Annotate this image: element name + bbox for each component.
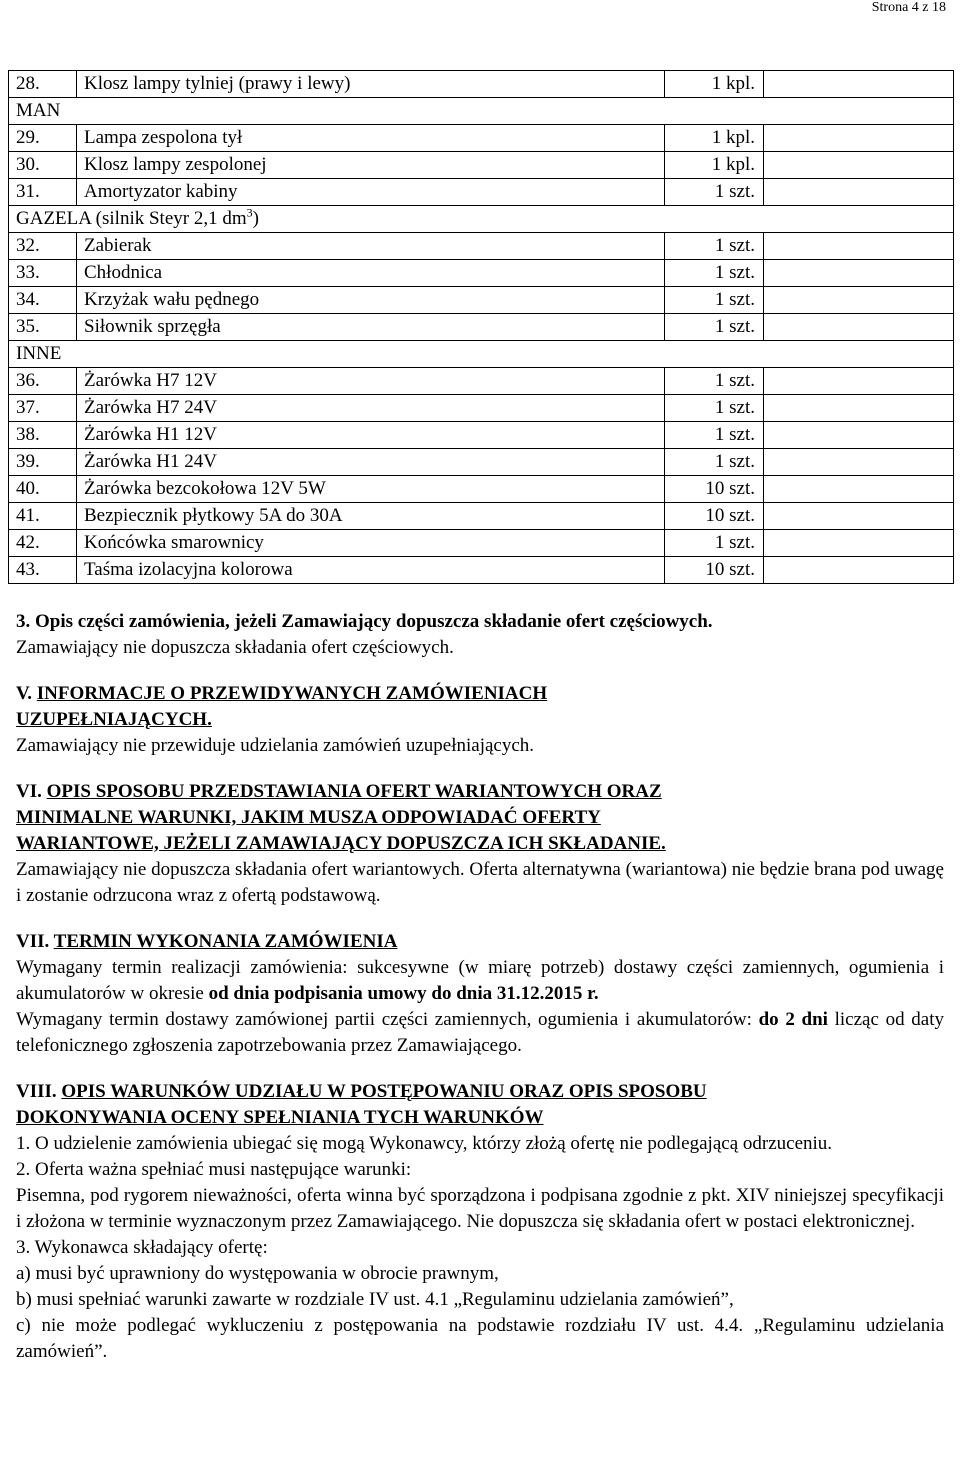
empty-cell (764, 287, 954, 314)
item-number: 29. (9, 125, 77, 152)
table-group-row (9, 341, 954, 368)
section-viii-point-3: 3. Wykonawca składający ofertę: (16, 1237, 268, 1258)
section-viii-offer-form: Pisemna, pod rygorem nieważności, oferta winna być sporządzona i podpisana zgodnie z pkt. XIV niniejszej specyfikacji i złożona w terminie wyznaczonym przez Zamawiającego. Nie dopuszcza się składania ofert w postaci elektronicznej. (16, 1185, 944, 1232)
section-vi-title-line1: OPIS SPOSOBU PRZEDSTAWIANIA OFERT WARIANTOWYCH ORAZ (46, 781, 662, 802)
item-name: Żarówka H1 12V (77, 422, 665, 449)
item-name: Klosz lampy tylniej (prawy i lewy) (77, 71, 665, 98)
item-number: 41. (9, 503, 77, 530)
section-vi-title (16, 779, 944, 805)
item-number: 36. (9, 368, 77, 395)
item-name: Amortyzator kabiny (77, 179, 665, 206)
table-row (9, 530, 954, 557)
item-quantity: 1 szt. (665, 314, 764, 341)
empty-cell (764, 71, 954, 98)
table-row (9, 233, 954, 260)
section-vii-paragraph-2: Wymagany termin dostawy zamówionej partii części zamiennych, ogumienia i akumulatorów: do 2 dni licząc od daty telefonicznego zgłoszenia zapotrzebowania przez Zamawiającego. (16, 1009, 944, 1056)
table-row (9, 179, 954, 206)
item-name: Żarówka H7 24V (77, 395, 665, 422)
empty-cell (764, 179, 954, 206)
table-row (9, 152, 954, 179)
section-viii-title-line2: DOKONYWANIA OCENY SPEŁNIANIA TYCH WARUNKÓW (16, 1107, 544, 1128)
group-label: INNE (9, 341, 954, 368)
table-row (9, 125, 954, 152)
table-row (9, 449, 954, 476)
table-row (9, 287, 954, 314)
item-quantity: 10 szt. (665, 503, 764, 530)
table-row (9, 314, 954, 341)
item-number: 38. (9, 422, 77, 449)
item-number: 37. (9, 395, 77, 422)
section-vii-number: VII. (16, 931, 54, 952)
section-v-text: Zamawiający nie przewiduje udzielania zamówień uzupełniających. (16, 735, 535, 756)
item-number: 28. (9, 71, 77, 98)
section-vi-title-line3: WARIANTOWE, JEŻELI ZAMAWIAJĄCY DOPUSZCZA ICH SKŁADANIE. (16, 833, 666, 854)
item-quantity: 1 szt. (665, 233, 764, 260)
delivery-deadline: do 2 dni (758, 1009, 828, 1030)
item-name: Zabierak (77, 233, 665, 260)
section-vi-title-line2: MINIMALNE WARUNKI, JAKIM MUSZA ODPOWIADAĆ OFERTY (16, 807, 601, 828)
table-row (9, 368, 954, 395)
item-quantity: 1 kpl. (665, 125, 764, 152)
table-row (9, 260, 954, 287)
empty-cell (764, 530, 954, 557)
item-number: 33. (9, 260, 77, 287)
section-viii-title (16, 1079, 944, 1105)
item-quantity: 1 szt. (665, 260, 764, 287)
item-name: Siłownik sprzęgła (77, 314, 665, 341)
section-v-title-line2: UZUPEŁNIAJĄCYCH. (16, 709, 212, 730)
table-row (9, 71, 954, 98)
group-label: GAZELA (silnik Steyr 2,1 $dm^3$) (9, 206, 954, 233)
empty-cell (764, 395, 954, 422)
table-group-row (9, 98, 954, 125)
item-name: Żarówka H7 12V (77, 368, 665, 395)
section-viii-title-line1: OPIS WARUNKÓW UDZIAŁU W POSTĘPOWANIU ORAZ OPIS SPOSOBU (61, 1081, 707, 1102)
empty-cell (764, 557, 954, 584)
empty-cell (764, 152, 954, 179)
item-number: 34. (9, 287, 77, 314)
empty-cell (764, 233, 954, 260)
item-name: Żarówka H1 24V (77, 449, 665, 476)
item-name: Chłodnica (77, 260, 665, 287)
section-vi-number: VI. (16, 781, 47, 802)
document-body (16, 609, 944, 1365)
table-row (9, 395, 954, 422)
section-v-number: V. (16, 683, 37, 704)
item-number: 42. (9, 530, 77, 557)
table-row (9, 557, 954, 584)
section-vii-paragraph-1: Wymagany termin realizacji zamówienia: sukcesywne (w miarę potrzeb) dostawy części zamiennych, ogumienia i akumulatorów w okresie od dnia podpisania umowy do dnia 31.12.2015 r. (16, 957, 944, 1004)
item-number: 43. (9, 557, 77, 584)
group-label: MAN (9, 98, 954, 125)
empty-cell (764, 314, 954, 341)
empty-cell (764, 503, 954, 530)
requirement-b: b) musi spełniać warunki zawarte w rozdziale IV ust. 4.1 „Regulaminu udzielania zamówień”, (16, 1289, 734, 1310)
item-quantity: 1 szt. (665, 368, 764, 395)
empty-cell (764, 449, 954, 476)
section-viii-number: VIII. (16, 1081, 62, 1102)
section-vi-text: Zamawiający nie dopuszcza składania ofert wariantowych. Oferta alternatywna (wariantowa) nie będzie brana pod uwagę i zostanie odrzucona wraz z ofertą podstawową. (16, 859, 944, 906)
empty-cell (764, 125, 954, 152)
item-number: 30. (9, 152, 77, 179)
parts-table-body (9, 71, 954, 584)
section-v-title-line1: INFORMACJE O PRZEWIDYWANYCH ZAMÓWIENIACH (36, 683, 548, 704)
item-quantity: 1 kpl. (665, 152, 764, 179)
section-3-title: 3. Opis części zamówienia, jeżeli Zamawiający dopuszcza składanie ofert częściowych. (16, 611, 713, 632)
item-quantity: 10 szt. (665, 476, 764, 503)
item-number: 39. (9, 449, 77, 476)
section-viii-point-1: 1. O udzielenie zamówienia ubiegać się mogą Wykonawcy, którzy złożą ofertę nie podlegającą odrzuceniu. (16, 1133, 833, 1154)
item-quantity: 1 szt. (665, 422, 764, 449)
item-quantity: 1 szt. (665, 449, 764, 476)
item-quantity: 1 szt. (665, 179, 764, 206)
empty-cell (764, 260, 954, 287)
section-vii-title-text: TERMIN WYKONANIA ZAMÓWIENIA (53, 931, 398, 952)
item-name: Taśma izolacyjna kolorowa (77, 557, 665, 584)
table-row (9, 422, 954, 449)
item-number: 35. (9, 314, 77, 341)
empty-cell (764, 422, 954, 449)
item-name: Krzyżak wału pędnego (77, 287, 665, 314)
item-quantity: 1 szt. (665, 530, 764, 557)
requirement-a: a) musi być uprawniony do występowania w obrocie prawnym, (16, 1263, 499, 1284)
table-row (9, 503, 954, 530)
item-quantity: 1 szt. (665, 287, 764, 314)
item-quantity: 10 szt. (665, 557, 764, 584)
parts-table (8, 70, 954, 584)
item-number: 31. (9, 179, 77, 206)
page-number: Strona 4 z 18 (871, 0, 946, 15)
requirement-c: c) nie może podlegać wykluczeniu z postępowania na podstawie rozdziału IV ust. 4.4. „Regulaminu udzielania zamówień”. (16, 1315, 944, 1362)
table-group-row (9, 206, 954, 233)
item-number: 40. (9, 476, 77, 503)
section-viii-point-2: 2. Oferta ważna spełniać musi następujące warunki: (16, 1159, 412, 1180)
empty-cell (764, 368, 954, 395)
empty-cell (764, 476, 954, 503)
item-name: Żarówka bezcokołowa 12V 5W (77, 476, 665, 503)
item-name: Klosz lampy zespolonej (77, 152, 665, 179)
item-number: 32. (9, 233, 77, 260)
section-vii-title (16, 929, 944, 955)
section-3-text: Zamawiający nie dopuszcza składania ofert częściowych. (16, 637, 454, 658)
item-name: Końcówka smarownicy (77, 530, 665, 557)
item-quantity: 1 szt. (665, 395, 764, 422)
item-name: Lampa zespolona tył (77, 125, 665, 152)
item-quantity: 1 kpl. (665, 71, 764, 98)
section-v-title (16, 681, 944, 707)
item-name: Bezpiecznik płytkowy 5A do 30A (77, 503, 665, 530)
table-row (9, 476, 954, 503)
contract-period: od dnia podpisania umowy do dnia 31.12.2015 r. (208, 983, 599, 1004)
